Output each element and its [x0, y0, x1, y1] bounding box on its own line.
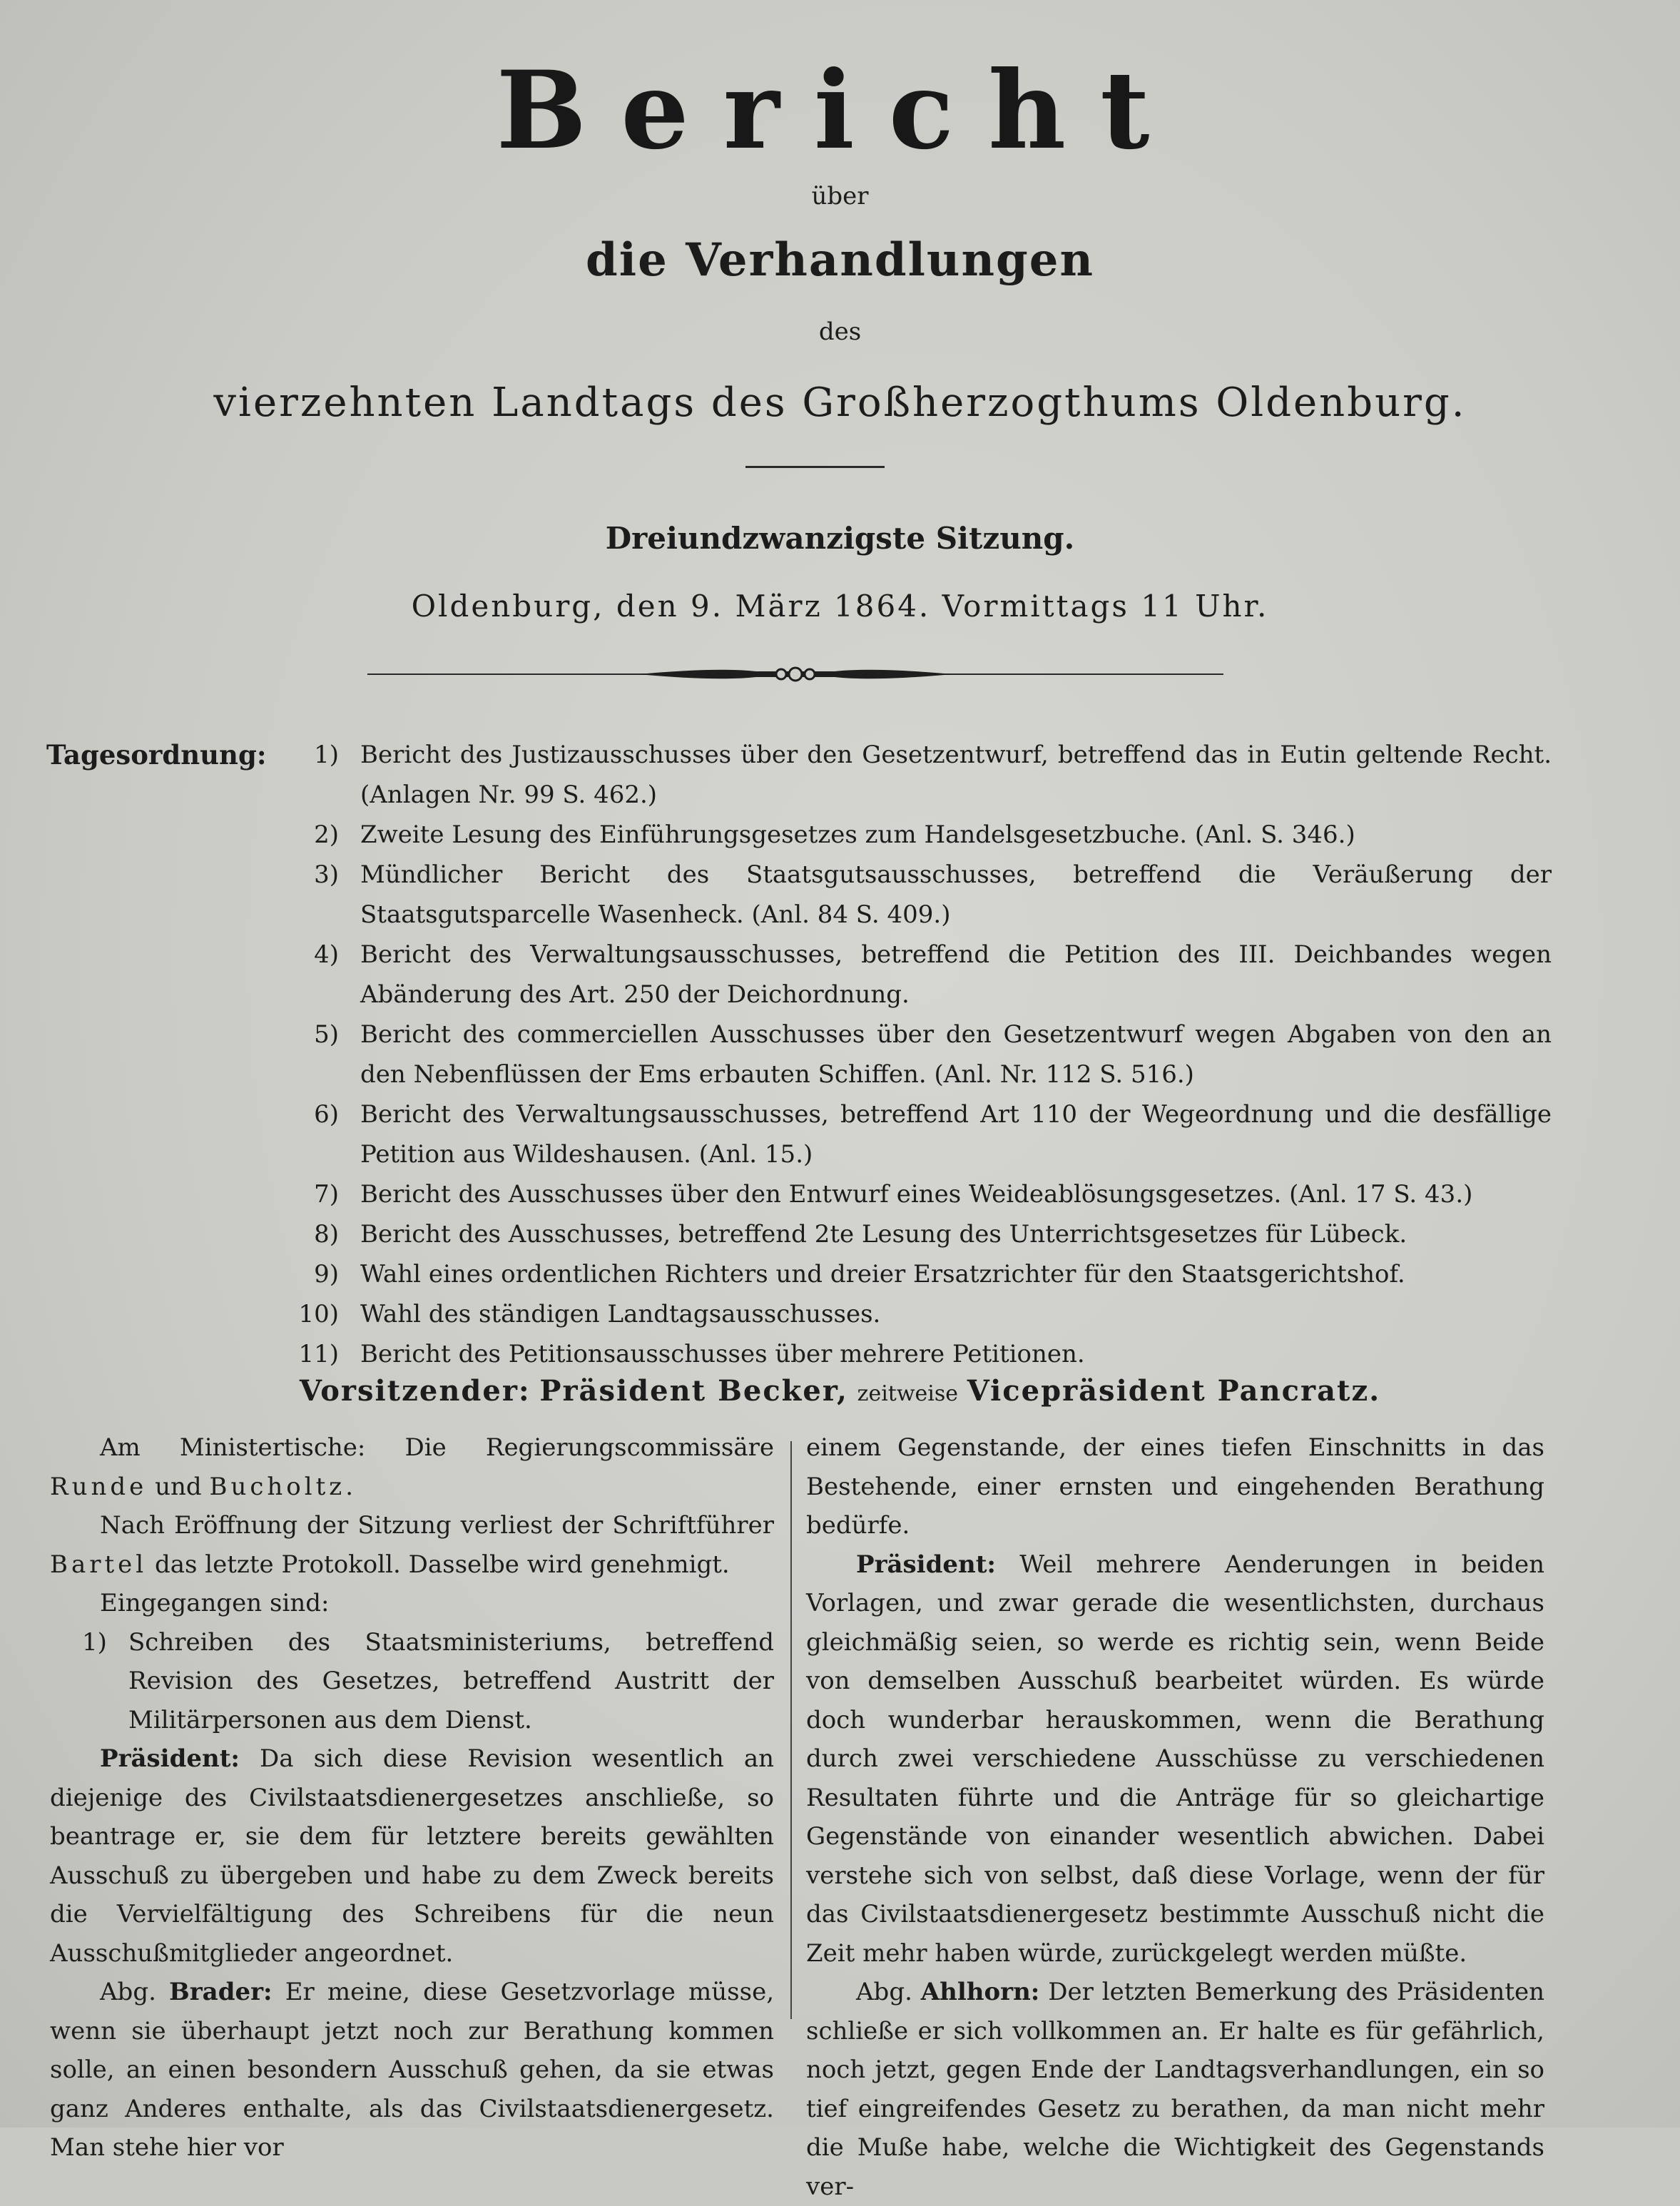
paragraph: Abg. Brader: Er meine, diese Gesetzvorlage müsse, wenn sie überhaupt jetzt noch zur Berathung kommen solle, an einen besondern Ausschuß gehen, da sie etwas ganz Anderes enthalte, als das Civilstaatsdienergesetz. Man stehe hier vor: [50, 1978, 774, 2162]
title-des: des: [818, 317, 862, 346]
agenda-list: [282, 735, 1552, 1374]
chair-vice: Vicepräsident Pancratz.: [967, 1374, 1381, 1408]
agenda-item: 2) Zweite Lesung des Einführungsgesetzes zum Handelsgesetzbuche. (Anl. S. 346.): [314, 820, 1355, 849]
agenda-item: 3) Mündlicher Bericht des Staatsgutsausschusses, betreffend die Veräußerung der Staatsgutsparcelle Wasenheck. (Anl. 84 S. 409.): [314, 860, 1552, 929]
agenda-item: 4) Bericht des Verwaltungsausschusses, betreffend die Petition des III. Deichbandes wegen Abänderung des Art. 250 der Deichordnung.: [314, 940, 1552, 1009]
title-divider: [745, 466, 885, 468]
session-name: Dreiundzwanzigste Sitzung.: [605, 521, 1075, 556]
chair-sometimes: zeitweise: [857, 1381, 959, 1406]
person-name: Bartel: [50, 1550, 148, 1579]
speaker-name: Brader:: [169, 1978, 273, 2006]
agenda-item: 11) Bericht des Petitionsausschusses über mehrere Petitionen.: [298, 1340, 1085, 1368]
agenda-item: 9) Wahl eines ordentlichen Richters und dreier Ersatzrichter für den Staatsgerichtshof.: [314, 1260, 1405, 1288]
title-verhandlungen: die Verhandlungen: [586, 233, 1094, 287]
paragraph: Präsident: Da sich diese Revision wesentlich an diejenige des Civilstaatsdienergesetzes anschließe, so beantrage er, sie dem für letztere bereits gewählten Ausschuß zu übergeben und habe zu dem Zweck bereits die Vervielfältigung des Schreibens für die neun Ausschußmitglieder angeordnet.: [50, 1744, 774, 1968]
session-date: Oldenburg, den 9. März 1864. Vormittags 11 Uhr.: [411, 589, 1269, 624]
person-name: Runde: [50, 1472, 148, 1501]
paragraph: Nach Eröffnung der Sitzung verliest der Schriftführer Bartel das letzte Protokoll. Dasselbe wird genehmigt.: [50, 1511, 774, 1579]
title-landtag: vierzehnten Landtags des Großherzogthums Oldenburg.: [213, 380, 1467, 426]
paragraph: Präsident: Weil mehrere Aenderungen in beiden Vorlagen, und zwar gerade die wesentlichsten, durchaus gleichmäßig seien, so werde es richtig sein, wenn Beide von demselben Ausschuß bearbeitet würden. Es würde doch wunderbar herauskommen, wenn die Berathung durch zwei verschiedene Ausschüsse zu verschiedenen Resultaten führte und die Anträge für so gleichartige Gegenstände von einander wesentlich abwichen. Dabei verstehe sich von selbst, daß diese Vorlage, wenn der für das Civilstaatsdienergesetz bestimmte Ausschuß nicht die Zeit mehr haben würde, zurückgelegt werden müßte.: [806, 1550, 1544, 1968]
speaker-name: Präsident:: [856, 1550, 996, 1579]
paragraph: einem Gegenstande, der eines tiefen Einschnitts in das Bestehende, einer ernsten und eingehenden Berathung bedürfe.: [806, 1433, 1544, 1540]
paragraph: Am Ministertische: Die Regierungscommissäre Runde und Bucholtz.: [50, 1433, 774, 1501]
ornamental-rule: [367, 660, 1223, 688]
document-title: Bericht: [496, 48, 1184, 173]
agenda-item: 8) Bericht des Ausschusses, betreffend 2te Lesung des Unterrichtsgesetzes für Lübeck.: [314, 1220, 1407, 1249]
paragraph: Abg. Ahlhorn: Der letzten Bemerkung des Präsidenten schließe er sich vollkommen an. Er halte es für gefährlich, noch jetzt, gegen Ende der Landtagsverhandlungen, ein so tief eingreifendes Gesetz zu berathen, da man nicht mehr die Muße habe, welche die Wichtigkeit des Gegenstands ver-: [806, 1978, 1545, 2201]
received-item: 1) Schreiben des Staatsministeriums, betreffend Revision des Gesetzes, betreffend Austritt der Militärpersonen aus dem Dienst.: [82, 1627, 774, 1734]
agenda-item: 6) Bericht des Verwaltungsausschusses, betreffend Art 110 der Wegeordnung und die desfällige Petition aus Wildeshausen. (Anl. 15.): [314, 1100, 1552, 1169]
speaker-name: Präsident:: [100, 1744, 240, 1773]
agenda-item: 10) Wahl des ständigen Landtagsausschusses.: [298, 1300, 881, 1328]
speaker-name: Ahlhorn:: [920, 1978, 1040, 2006]
chair-president: Präsident Becker,: [539, 1374, 848, 1408]
chair-label: Vorsitzender:: [299, 1374, 531, 1408]
column-divider: [790, 1441, 792, 2019]
agenda-item: 1) Bericht des Justizausschusses über den Gesetzentwurf, betreffend das in Eutin geltende Recht. (Anlagen Nr. 99 S. 462.): [314, 741, 1552, 809]
agenda-label: Tagesordnung:: [46, 739, 267, 771]
agenda-item: 7) Bericht des Ausschusses über den Entwurf eines Weideablösungsgesetzes. (Anl. 17 S. 43.): [314, 1180, 1473, 1209]
left-column: [50, 1428, 774, 2167]
person-name: Bucholtz.: [209, 1472, 357, 1501]
paragraph: Eingegangen sind:: [100, 1589, 330, 1617]
right-column: [806, 1428, 1544, 2206]
agenda-item: 5) Bericht des commerciellen Ausschusses über den Gesetzentwurf wegen Abgaben von den an den Nebenflüssen der Ems erbauten Schiffen. (Anl. Nr. 112 S. 516.): [314, 1020, 1552, 1089]
chair-line: [0, 1370, 1680, 1415]
title-ueber: über: [811, 182, 869, 210]
